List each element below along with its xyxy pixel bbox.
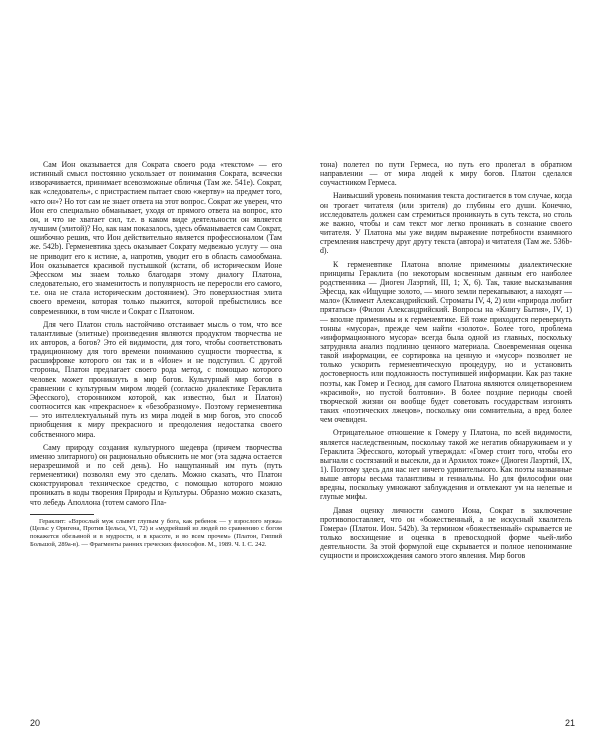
left-page <box>30 160 282 548</box>
footnote <box>30 518 282 548</box>
page-number-left: 20 <box>30 718 41 728</box>
paragraph: Сам Ион оказывается для Сократа своего рода «текстом» — его истинный смысл постоянно ускользает от понимания Сократа, всячески изворачивается, принимает всевозможные обличья (Там же. 541е). Сократ, как «следователь», с пристрастием пытает свою «жертву» на предмет того, «кто он»? Но тот сам не знает ответа на этот вопрос. Сократ же уверен, что Ион его специально обманывает, уходя от прямого ответа на вопрос, кто он, и что не хватает сил, т.е. в каком виде деятельности он является лучшим (элитой)? Но, как нам показалось, здесь обманывается сам Сократ, ошибочно решив, что Ион действительно является профессионалом (Там же. 542b). Герменевтика здесь оказывает Сократу медвежью услугу — она не приводит его к истине, а, напротив, уводит его в область самообмана. Ион оказывается красивой пустышкой (кстати, об историческом Ионе Эфесском мы знаем только благодаря этому диалогу Платона, следовательно, его знаменитость и популярность не переросли его самого, т.е. она не стала историческим достоянием). Это поверхностная элита своего времени, которая только пыжится, которой пребыстились все современники, в том числе и Сократ с Платоном. <box>30 160 282 316</box>
footnote-rule <box>30 514 94 515</box>
paragraph: Саму природу создания культурного шедевра (причем творчества именно элитарного) он рационально объяснить не мог (эта задача остается неразрешимой и по сей день). Но нащупанный им путь (путь герменевтики) позволял ему это сделать. Можно сказать, что Платон сконструировал техническое средство, с помощью которого можно проникать в коды творения Природы и Культуры. Образно можно сказать, что лебедь Аполлона (тотем самого Пла- <box>30 442 282 507</box>
footnote-text: Гераклит: «Взрослый муж слывет глупым у бога, как ребенок — у взрослого мужа» (Цельс у Оригена, Против Цельса, VI, 72) и «мудрейший из людей по сравнению с богом покажется обезьяной и в мудрости, и в красоте, и во всем прочем» (Платон, Гиппий Большой, 289а-в). — Фрагменты ранних греческих философов. М., 1989. Ч. I. С. 242. <box>30 517 282 548</box>
paragraph: тона) полетел по пути Гермеса, но путь его пролегал в обратном направлении — от мира людей к миру богов. Платон сделался соучастником Гермеса. <box>320 160 572 188</box>
page-number-right: 21 <box>565 718 576 728</box>
right-page <box>320 160 572 561</box>
paragraph: Давая оценку личности самого Иона, Сократ в заключение противопоставляет, что он «божественный, а не искусный хвалитель Гомера» (Платон. Ион. 542b). За термином «божественный» скрывается не только восхищение и оценка в превосходной форме чьей-либо деятельности. За этой формулой еще скрывается и полное непонимание сущности и происхождения самого этого явления. Мир богов <box>320 505 572 561</box>
paragraph: Наивысший уровень понимания текста достигается в том случае, когда он трогает читателя (или зрителя) до глубины его души. Конечно, исследователь должен сам стремиться проникнуть в суть текста, но столь же важно, чтобы и сам текст мог легко проникать в сознание своего читателя. У Платона мы уже видим выражение потребности взаимного стремления навстречу друг другу текста (автора) и читателя (Там же. 536b-d). <box>320 191 572 256</box>
paragraph: Отрицательное отношение к Гомеру у Платона, по всей видимости, является наследственным, поскольку такой же негатив обнаруживаем и у Гераклита Эфесского, который утверждал: «Гомер стоит того, чтобы его выгнали с состязаний и высекли, да и Архилох тоже» (Диоген Лаэртий, IX, 1). Поэтому здесь для нас нет ничего удивительного. Как поэты названные выше авторы весьма талантливы и гениальны. Но для философии они вредны, поскольку умножают заблуждения и отвлекают ум на нелепые и глупые мифы. <box>320 428 572 502</box>
paragraph: К герменевтике Платона вполне применимы диалектические принципы Гераклита (по некоторым косвенным данным его наиболее родственника — Диоген Лаэртий, III, 1; Х, 6). Так, такие высказывания Эфесца, как «Ищущие золото, — много земли перекапывают, а находят — мало» (Климент Александрийский. Строматы IV, 4, 2) или «природа любит прятаться» (Филон Александрийский. Вопросы на «Книгу Бытия», IV, 1) — вполне применимы и к герменевтике. Ей тоже приходится перевернуть тонны «мусора», прежде чем найти «золото». Более того, проблема «информационного мусора» всегда была одной из главных, поскольку затрудняла анализ подлинно ценного материала. Своевременная оценка такой информации, ее сортировка на ценную и «мусор» позволяет не только ускорить герменевтическую процедуру, но и установить достоверность или подложность поступившей информации. Как раз такие поэты, как Гомер и Гесиод, для самого Платона являются олицетворением «красивой», но пустой болтовни». В более поздние периоды своей творческой жизни он вообще будет советовать государствам изгонять таких «поэтических лжецов», поскольку они сомнительна, а вред более чем очевиден. <box>320 259 572 425</box>
paragraph: Для чего Платон столь настойчиво отстаивает мысль о том, что все талантливые (элитные) произведения являются продуктом творчества не их авторов, а богов? Это ей видимости, для того, чтобы соответствовать традиционному для того времени пониманию сущности творчества, к расшифровке которого он так и в «Ионе» и не подступил. С другой стороны, Платон предлагает своего рода метод, с помощью которого человек может проникнуть в мир богов. Культурный мир богов в сравнении с культурным миром людей (согласно диалектике Гераклита Эфесского), сторонником которой, как известно, был и Платон) соотносится как «прекрасное» к «безобразному». Поэтому герменевтика — это интеллектуальный путь из мира людей в мир богов, это способ приобщения к миру прекрасного и преодоления недостатка своего собственного мира. <box>30 319 282 439</box>
